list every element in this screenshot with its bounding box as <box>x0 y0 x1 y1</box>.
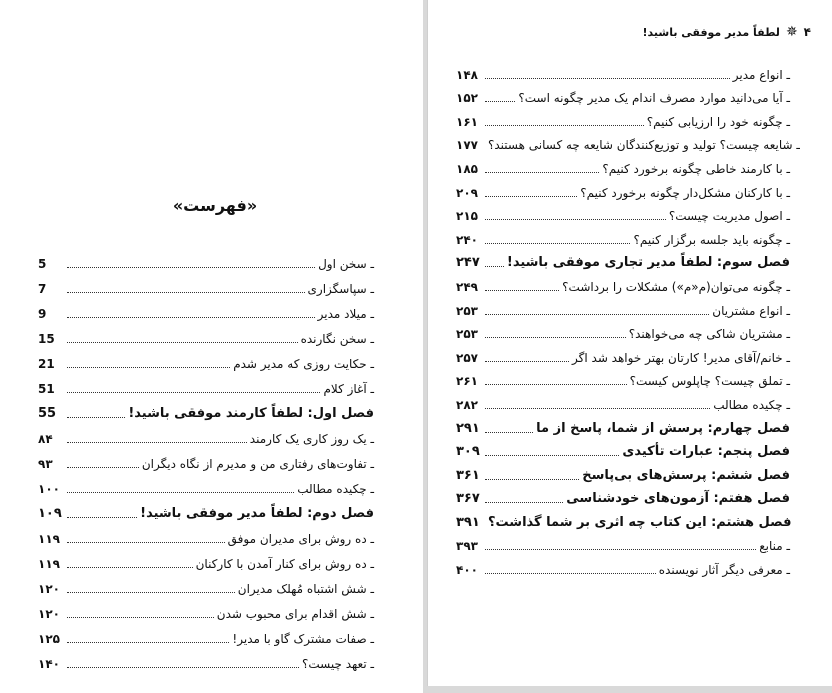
toc-page-number: ۲۵۷ <box>456 350 478 365</box>
dot-leader <box>67 616 214 618</box>
toc-entry <box>38 471 374 496</box>
toc-chapter-entry <box>456 247 790 271</box>
toc-chapter-entry <box>38 496 374 521</box>
toc-page-number: 21 <box>38 357 55 371</box>
toc-entry <box>38 646 374 671</box>
dot-leader <box>485 572 656 574</box>
dot-leader <box>485 124 644 126</box>
toc-list-left <box>38 246 374 671</box>
toc-page-number: ۲۱۵ <box>456 209 478 224</box>
dot-leader <box>485 360 569 362</box>
toc-page-number: ۲۴۰ <box>456 232 478 247</box>
toc-page-number: ۱۰۰ <box>38 482 60 496</box>
toc-entry <box>38 371 374 396</box>
toc-entry-title: ـ انواع مشتریان <box>712 303 790 318</box>
toc-chapter-entry <box>456 412 790 436</box>
toc-entry-title: ـ حکایت روزی که مدیر شدم <box>233 357 374 371</box>
dot-leader <box>485 313 709 315</box>
dot-leader <box>485 77 730 79</box>
running-title: لطفاً مدیر موفقی باشید! <box>642 25 780 39</box>
dot-leader <box>67 266 315 268</box>
toc-entry-title: فصل هشتم: این کتاب چه اثری بر شما گذاشت؟ <box>488 514 792 530</box>
toc-page-number: ۲۵۳ <box>456 327 478 342</box>
toc-entry <box>456 388 790 412</box>
toc-entry-title: ـ سخن اول <box>318 257 374 271</box>
dot-leader <box>485 171 599 173</box>
toc-entry-title: فصل هفتم: آزمون‌های خودشناسی <box>566 491 790 507</box>
toc-entry <box>456 294 790 318</box>
toc-chapter-entry <box>38 396 374 421</box>
toc-entry-title: ـ انواع مدیر <box>732 67 790 82</box>
toc-entry <box>456 223 790 247</box>
toc-entry-title: ـ چگونه خود را ارزیابی کنیم؟ <box>646 114 790 129</box>
toc-page-number: ۱۴۸ <box>456 67 478 82</box>
toc-page-number: ۳۶۱ <box>456 467 480 483</box>
toc-entry-title: ـ تملق چیست؟ چاپلوس کیست؟ <box>629 374 790 389</box>
toc-entry-title: ـ تفاوت‌های رفتاری من و مدیرم از نگاه دیگران <box>141 457 374 471</box>
toc-entry-title: فصل اول: لطفاً کارمند موفقی باشید! <box>128 406 374 421</box>
toc-entry <box>38 346 374 371</box>
toc-entry-title: ـ مشتریان شاکی چه می‌خواهند؟ <box>628 327 790 342</box>
dot-leader <box>67 516 137 518</box>
toc-entry <box>456 58 790 82</box>
toc-entry-title: فصل دوم: لطفاً مدیر موفقی باشید! <box>140 506 374 521</box>
ornament-icon: ✵ <box>785 24 798 40</box>
running-header <box>427 24 811 40</box>
toc-entry-title: ـ سپاسگزاری <box>307 282 374 296</box>
toc-entry <box>456 176 790 200</box>
dot-leader <box>485 407 710 409</box>
toc-entry-title: ـ منابع <box>759 539 790 554</box>
dot-leader <box>485 265 504 267</box>
dot-leader <box>67 316 315 318</box>
dot-leader <box>485 336 626 338</box>
toc-entry <box>456 318 790 342</box>
toc-entry-title: ـ شش اقدام برای محبوب شدن <box>216 607 374 621</box>
toc-page-number: ۱۰۹ <box>38 506 62 521</box>
toc-entry-title: ـ چگونه می‌توان(م«م») مشکلات را برداشت؟ <box>562 279 790 294</box>
toc-entry-title: ـ چکیده مطالب <box>713 397 790 412</box>
toc-entry <box>456 200 790 224</box>
toc-heading: «فهرست» <box>172 196 258 215</box>
toc-page-number: 9 <box>38 307 47 321</box>
toc-page-number: ۱۸۵ <box>456 161 478 176</box>
toc-entry <box>38 271 374 296</box>
dot-leader <box>67 441 247 443</box>
toc-chapter-entry <box>456 436 790 460</box>
toc-entry-title: ـ سخن نگارنده <box>300 332 374 346</box>
toc-page-number: ۲۴۷ <box>456 255 480 271</box>
toc-entry-title: ـ یک روز کاری یک کارمند <box>249 432 374 446</box>
toc-page-number: 5 <box>38 257 47 271</box>
toc-page-number: ۴۰۰ <box>456 563 478 578</box>
toc-entry <box>38 421 374 446</box>
toc-entry-title: ـ ده روش برای مدیران موفق <box>227 532 374 546</box>
toc-entry <box>38 321 374 346</box>
dot-leader <box>67 341 298 343</box>
toc-entry <box>38 446 374 471</box>
toc-entry-title: فصل پنجم: عبارات تأکیدی <box>622 444 790 460</box>
toc-entry-title: ـ با کارکنان مشکل‌دار چگونه برخورد کنیم؟ <box>580 185 790 200</box>
toc-page-number: ۲۵۳ <box>456 303 478 318</box>
toc-entry-title: ـ آیا می‌دانید موارد مصرف اندام یک مدیر چگونه است؟ <box>518 91 790 106</box>
toc-page-number: ۲۹۱ <box>456 420 480 436</box>
toc-entry <box>456 270 790 294</box>
toc-page-number: ۳۹۱ <box>456 514 480 530</box>
dot-leader <box>67 291 305 293</box>
toc-entry <box>38 621 374 646</box>
toc-page-number: ۲۶۱ <box>456 374 478 389</box>
toc-entry <box>456 553 790 577</box>
toc-page-number: 15 <box>38 332 55 346</box>
toc-entry <box>456 365 790 389</box>
toc-entry <box>38 571 374 596</box>
dot-leader <box>485 431 533 433</box>
toc-page-number: ۳۹۳ <box>456 539 478 554</box>
toc-page-number: ۱۵۲ <box>456 91 478 106</box>
dot-leader <box>485 289 559 291</box>
toc-entry <box>38 296 374 321</box>
toc-page-number: ۳۶۷ <box>456 491 480 507</box>
dot-leader <box>485 501 563 503</box>
toc-page-number: ۲۰۹ <box>456 185 478 200</box>
toc-entry-title: ـ چگونه باید جلسه برگزار کنیم؟ <box>633 232 790 247</box>
dot-leader <box>485 218 666 220</box>
dot-leader <box>485 242 630 244</box>
toc-entry-title: ـ میلاد مدیر <box>317 307 374 321</box>
dot-leader <box>67 641 229 643</box>
toc-page-number: 55 <box>38 406 57 421</box>
dot-leader <box>67 466 139 468</box>
toc-entry-title: فصل ششم: پرسش‌های بی‌پاسخ <box>582 467 790 483</box>
dot-leader <box>67 541 225 543</box>
toc-entry <box>38 521 374 546</box>
toc-entry-title: ـ معرفی دیگر آثار نویسنده <box>658 563 790 578</box>
toc-chapter-entry <box>456 506 790 530</box>
toc-entry <box>456 341 790 365</box>
dot-leader <box>485 383 627 385</box>
dot-leader <box>67 391 320 393</box>
toc-page-number: ۱۶۱ <box>456 114 478 129</box>
dot-leader <box>67 416 125 418</box>
dot-leader <box>67 666 299 668</box>
dot-leader <box>67 366 230 368</box>
toc-entry <box>38 246 374 271</box>
toc-chapter-entry <box>456 459 790 483</box>
toc-entry <box>38 596 374 621</box>
page-number: ۴ <box>803 25 811 39</box>
dot-leader <box>485 454 619 456</box>
toc-entry-title: ـ شایعه چیست؟ تولید و توزیع‌کنندگان شایعه چه کسانی هستند؟ <box>488 138 800 153</box>
toc-entry-title: ـ شش اشتباه مُهلک مدیران <box>237 582 374 596</box>
toc-page-number: ۲۴۹ <box>456 279 478 294</box>
toc-entry <box>456 530 790 554</box>
toc-entry-title: ـ آغاز کلام <box>323 382 374 396</box>
toc-page-number: ۱۲۰ <box>38 607 60 621</box>
toc-chapter-entry <box>456 483 790 507</box>
toc-page-number: ۹۳ <box>38 457 53 471</box>
toc-page-number: 51 <box>38 382 55 396</box>
toc-entry <box>456 152 790 176</box>
toc-page-number: ۱۷۷ <box>456 138 478 153</box>
toc-page-number: ۱۱۹ <box>38 557 60 571</box>
toc-entry <box>456 82 790 106</box>
toc-entry-title: فصل چهارم: پرسش از شما، پاسخ از ما <box>536 420 790 436</box>
toc-page-number: ۱۱۹ <box>38 532 60 546</box>
toc-entry-title: فصل سوم: لطفاً مدیر تجاری موفقی باشید! <box>506 255 790 271</box>
toc-entry <box>38 546 374 571</box>
toc-entry-title: ـ چکیده مطالب <box>297 482 374 496</box>
toc-page-number: ۱۴۰ <box>38 657 60 671</box>
toc-page-number: ۱۲۵ <box>38 632 60 646</box>
dot-leader <box>485 548 756 550</box>
toc-entry <box>456 105 790 129</box>
toc-entry-title: ـ ده روش برای کنار آمدن با کارکنان <box>195 557 374 571</box>
toc-entry-title: ـ تعهد چیست؟ <box>302 657 374 671</box>
toc-page-number: ۸۴ <box>38 432 53 446</box>
toc-page-number: ۱۲۰ <box>38 582 60 596</box>
toc-list-right <box>456 58 800 578</box>
dot-leader <box>485 100 515 102</box>
toc-entry <box>456 129 800 153</box>
dot-leader <box>67 591 235 593</box>
toc-page-number: ۲۸۲ <box>456 397 478 412</box>
dot-leader <box>67 566 193 568</box>
dot-leader <box>485 478 579 480</box>
toc-page-number: ۳۰۹ <box>456 444 480 460</box>
toc-entry-title: ـ اصول مدیریت چیست؟ <box>668 209 790 224</box>
toc-entry-title: ـ با کارمند خاطی چگونه برخورد کنیم؟ <box>602 161 790 176</box>
toc-entry-title: ـ صفات مشترک گاو با مدیر! <box>232 632 374 646</box>
toc-page-number: 7 <box>38 282 47 296</box>
dot-leader <box>485 195 577 197</box>
toc-entry-title: ـ خانم/آقای مدیر! کارتان بهتر خواهد شد اگر <box>572 350 790 365</box>
dot-leader <box>67 491 294 493</box>
